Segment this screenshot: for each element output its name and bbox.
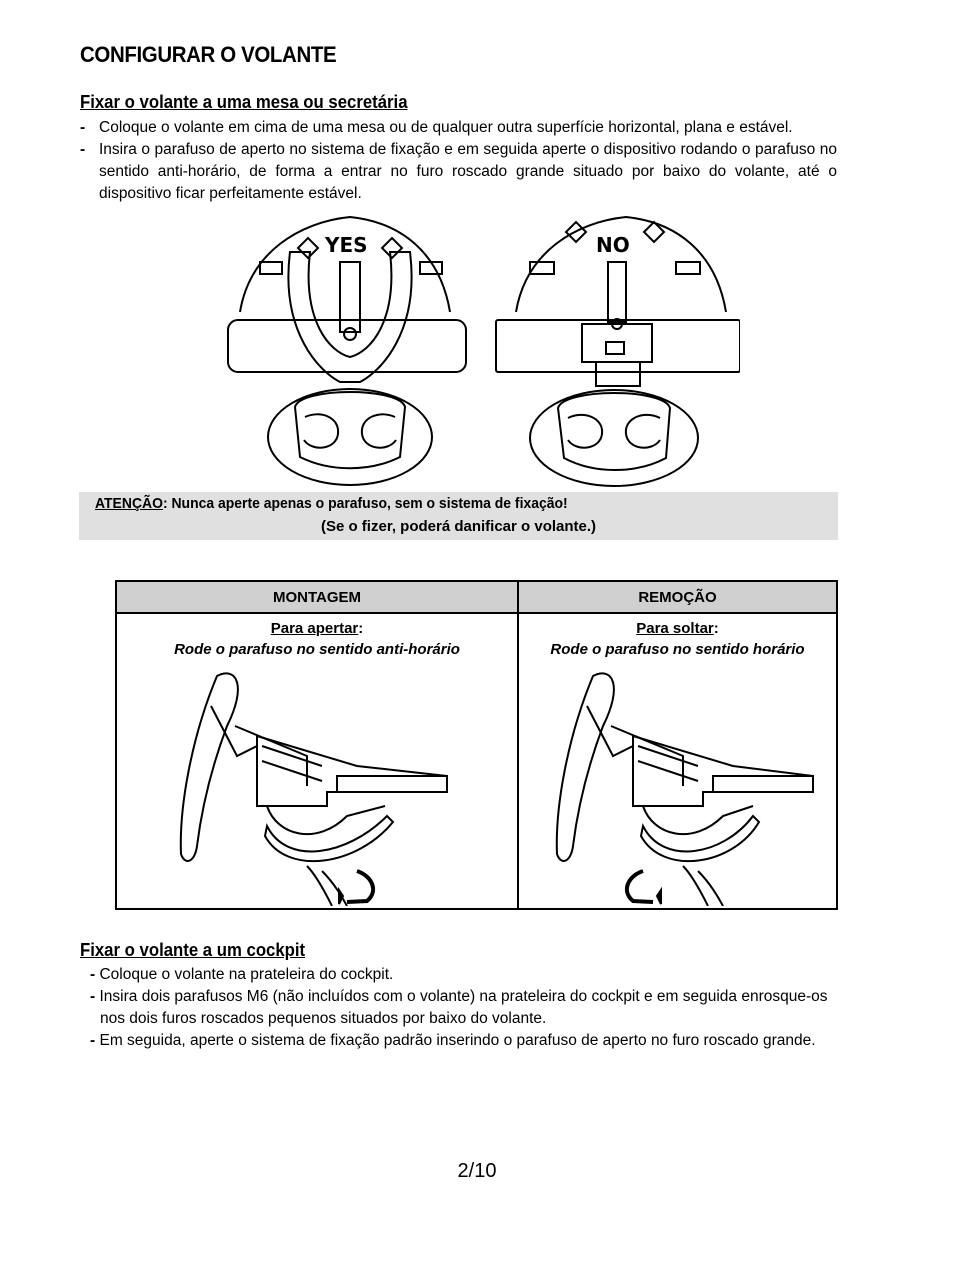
section-heading-cockpit: Fixar o volante a um cockpit [80,940,306,960]
warning-text: : Nunca aperte apenas o parafuso, sem o sistema de fixação! [162,495,568,512]
list-item [80,1030,850,1052]
clamp-yes-figure [228,217,466,485]
warning-label: ATENÇÃO [95,495,163,512]
table-header-remocao: REMOÇÃO [518,581,837,613]
tighten-caption-text: Rode o parafuso no sentido anti-horário [174,641,460,658]
desk-instructions [80,117,837,205]
section-heading-desk: Fixar o volante a uma mesa ou secretária [80,92,408,112]
bullet-text: Insira o parafuso de aperto no sistema de fixação e em seguida aperte o dispositivo rodando o parafuso no sentido anti-horário, de forma a entrar no furo roscado grande situado por baixo do volante, até o dispositivo ficar perfeitamente estável. [99,141,837,202]
list-item [80,964,850,986]
no-label: NO [596,233,630,257]
list-item [80,117,837,139]
list-item [80,139,837,205]
bullet-dash: - [80,141,86,158]
bullet-dash: - [90,966,96,983]
bullet-dash: - [90,988,96,1005]
table-cell-montagem [116,613,518,909]
wheel-tighten-illustration [157,666,457,906]
cockpit-instructions [80,964,850,1052]
page-number: 2/10 [457,1160,497,1182]
loosen-caption-text: Rode o parafuso no sentido horário [550,641,805,658]
bullet-text: Insira dois parafusos M6 (não incluídos com o volante) na prateleira do cockpit e em seguida enrosque-os nos dois furos roscados pequenos situados por baixo do volante. [99,988,828,1027]
warning-line-2: (Se o fizer, poderá danificar o volante.) [320,518,597,535]
bullet-dash: - [90,1032,96,1049]
tighten-caption-label: Para apertar: [270,620,364,637]
page-title: CONFIGURAR O VOLANTE [80,42,337,67]
bullet-text: Em seguida, aperte o sistema de fixação padrão inserindo o parafuso de aperto no furo roscado grande. [99,1032,816,1049]
bullet-text: Coloque o volante em cima de uma mesa ou de qualquer outra superfície horizontal, plana e estável. [99,119,793,136]
warning-line-1 [95,495,568,512]
warning-box [79,492,838,540]
table-cell-remocao [518,613,837,909]
bullet-text: Coloque o volante na prateleira do cockpit. [99,966,394,983]
list-item [80,986,850,1030]
loosen-caption-label: Para soltar: [636,620,719,637]
table-header-montagem: MONTAGEM [116,581,518,613]
bullet-dash: - [80,119,86,136]
yes-label: YES [325,233,368,257]
clamp-no-figure [496,217,740,486]
mount-removal-table [115,580,838,910]
clamp-yes-no-illustration [220,212,740,488]
wheel-loosen-illustration [543,666,823,906]
